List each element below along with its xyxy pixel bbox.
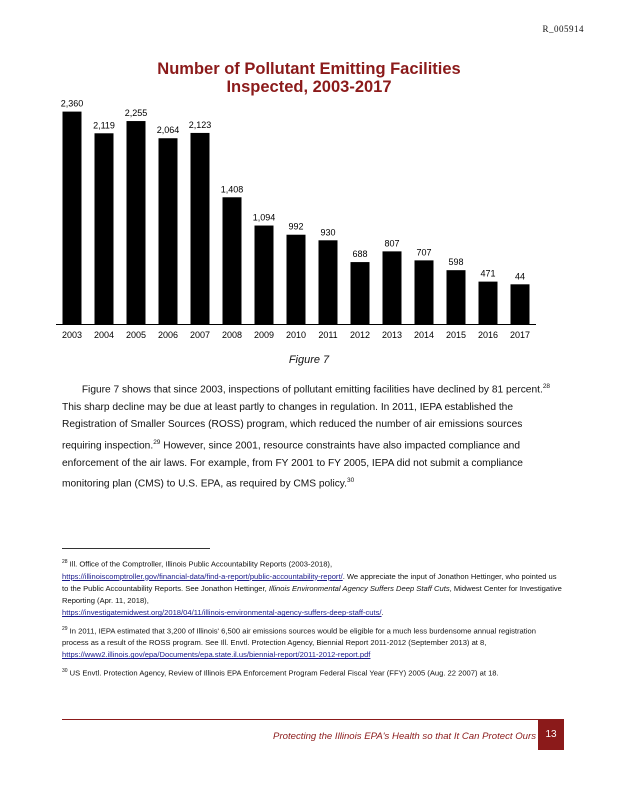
footnote-ref-28[interactable]: 28 <box>542 383 551 390</box>
footnote-29 <box>62 623 562 662</box>
bar-2008 <box>223 197 242 324</box>
x-tick-label-2004: 2004 <box>93 330 115 340</box>
page-number: 13 <box>538 720 564 750</box>
body-paragraph <box>62 378 562 493</box>
value-label-2003: 2,360 <box>60 98 84 109</box>
body-text-3: However, since 2001, resource constraints have also impacted compliance and enforcement of the air laws. For example, from FY 2001 to FY 2005, IEPA did not submit a compliance monitoring plan (CMS) to U.S. EPA, as required by CMS policy. <box>62 440 523 490</box>
footnote-ref-30[interactable]: 30 <box>346 477 355 485</box>
bar-2013 <box>383 251 402 324</box>
footnote-text: In 2011, IEPA estimated that 3,200 of Illinois' 6,500 air emissions sources would be eligible for a much less burdensome annual registration process as a result of the ROSS program. See Ill. Envtl. Protection Agency, Biennial Report 2011-2012 (September 2013) at 8, <box>62 626 537 648</box>
bar-2012 <box>351 262 370 324</box>
footnote-link[interactable]: https://www2.illinois.gov/epa/Documents/epa.state.il.us/biennial-report/2011-2012-report.pdf <box>62 650 371 660</box>
bar-2009 <box>255 226 274 324</box>
bar-2005 <box>127 121 146 324</box>
bar-2010 <box>287 235 306 324</box>
x-tick-label-2007: 2007 <box>189 330 211 340</box>
bar-2003 <box>63 112 82 324</box>
value-label-2006: 2,064 <box>156 125 180 136</box>
x-tick-label-2015: 2015 <box>445 330 467 340</box>
x-tick-label-2006: 2006 <box>157 330 179 340</box>
value-label-2010: 992 <box>288 221 304 232</box>
value-label-2014: 707 <box>416 247 432 258</box>
footnote-link[interactable]: https://investigatemidwest.org/2018/04/11/illinois-environmental-agency-suffers-deep-staff-cuts/ <box>62 608 382 618</box>
footnote-italic-title: Illinois Environmental Agency Suffers Deep Staff Cuts <box>268 583 450 593</box>
value-label-2017: 44 <box>514 271 526 282</box>
footnote-28 <box>62 556 562 620</box>
footnote-text: . <box>381 608 384 618</box>
footnote-number: 28 <box>62 559 68 565</box>
x-tick-label-2003: 2003 <box>61 330 83 340</box>
x-tick-label-2017: 2017 <box>509 330 531 340</box>
x-tick-label-2005: 2005 <box>125 330 147 340</box>
footnote-ref-29[interactable]: 29 <box>153 438 161 446</box>
body-text-1: Figure 7 shows that since 2003, inspections of pollutant emitting facilities have declined by 81 percent. <box>81 384 543 396</box>
value-label-2016: 471 <box>480 268 496 279</box>
bar-2004 <box>95 133 114 324</box>
value-label-2013: 807 <box>384 238 400 249</box>
bar-2017 <box>511 284 530 324</box>
bar-2011 <box>319 240 338 324</box>
footnote-text: . We appreciate the input of Jonathon Hettinger, who pointed us to the Public Accountability Reports. See Jonathon Hettinger, <box>62 571 557 593</box>
footnote-text: , Midwest Center for Investigative Reporting (Apr. 11, 2018), <box>62 583 562 606</box>
chart-title-line-1: Number of Pollutant Emitting Facilities <box>157 60 461 78</box>
footer-divider <box>62 719 564 720</box>
footnote-divider <box>62 548 210 549</box>
x-tick-label-2011: 2011 <box>318 330 338 340</box>
value-label-2005: 2,255 <box>124 108 148 119</box>
bar-2016 <box>479 282 498 324</box>
footnote-number: 30 <box>62 667 68 674</box>
value-label-2015: 598 <box>448 257 464 268</box>
value-label-2011: 930 <box>320 227 336 238</box>
x-tick-label-2009: 2009 <box>253 330 275 340</box>
x-tick-label-2016: 2016 <box>477 330 499 340</box>
x-tick-label-2012: 2012 <box>349 330 371 340</box>
value-label-2004: 2,119 <box>93 120 115 131</box>
value-label-2008: 1,408 <box>220 184 244 195</box>
x-tick-label-2013: 2013 <box>381 330 403 340</box>
footnote-30 <box>62 665 562 680</box>
x-tick-label-2008: 2008 <box>221 330 243 340</box>
x-tick-label-2014: 2014 <box>413 330 435 340</box>
value-label-2012: 688 <box>352 249 368 260</box>
value-label-2009: 1,094 <box>252 212 276 223</box>
footnote-text: Ill. Office of the Comptroller, Illinois Public Accountability Reports (2003-2018), <box>67 559 333 569</box>
footnotes <box>62 556 562 682</box>
footnote-text: US Envtl. Protection Agency, Review of Illinois EPA Enforcement Program Federal Fiscal Year (FFY) 2005 (Aug. 22 2007) at 18. <box>67 668 499 678</box>
footer-title: Protecting the Illinois EPA's Health so that It Can Protect Ours <box>273 731 536 742</box>
body-text-2: This sharp decline may be due at least partly to changes in regulation. In 2011, IEPA established the Registration of Smaller Sources (ROSS) program, which reduced the number of air emissions sources requiring inspection. <box>62 401 523 452</box>
value-label-2007: 2,123 <box>188 119 212 130</box>
footnote-link[interactable]: https://illinoiscomptroller.gov/financial-data/find-a-report/public-accountability-report/ <box>62 571 343 581</box>
bar-2007 <box>191 133 210 324</box>
chart-title-line-2: Inspected, 2003-2017 <box>226 78 392 96</box>
bar-2014 <box>415 260 434 324</box>
x-tick-label-2010: 2010 <box>285 330 307 340</box>
figure-caption: Figure 7 <box>288 354 330 366</box>
footnote-number: 29 <box>62 625 68 632</box>
bar-2015 <box>447 270 466 324</box>
bar-chart <box>56 90 536 346</box>
bar-2006 <box>159 138 178 324</box>
bates-number: R_005914 <box>542 24 584 34</box>
